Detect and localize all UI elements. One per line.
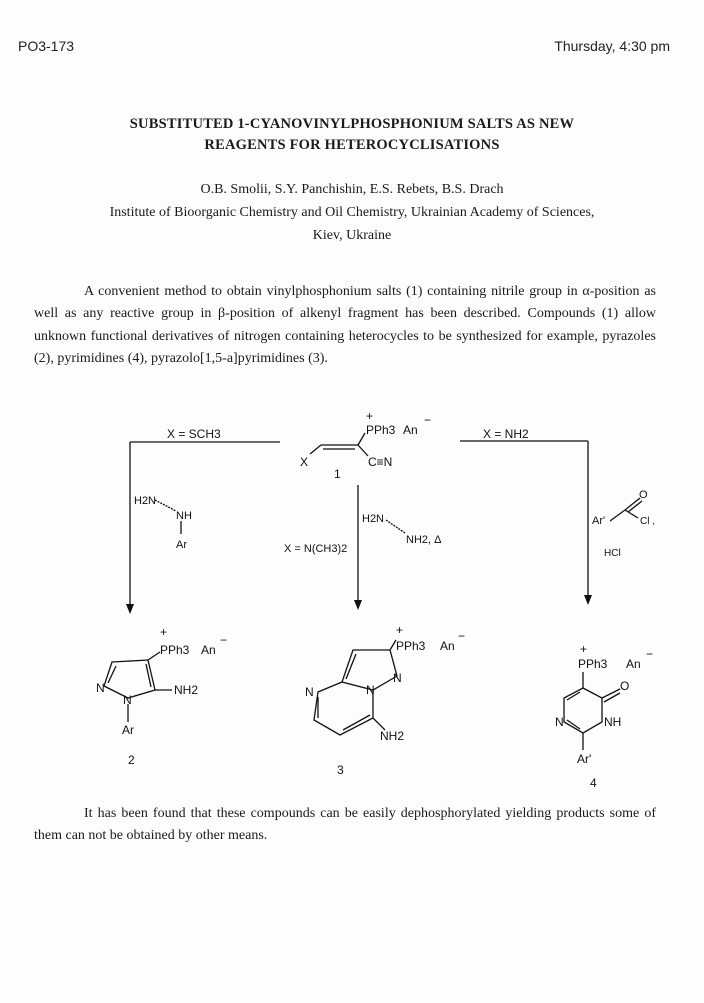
compound-1-label: 1 (334, 467, 341, 481)
right-reagent-cl: Cl , (640, 516, 655, 527)
condition-center: X = N(CH3)2 (284, 543, 348, 555)
session-time: Thursday, 4:30 pm (554, 38, 670, 54)
c2-anion: An (201, 643, 216, 657)
c3-anion: An (440, 639, 455, 653)
c3-pph3: PPh3 (396, 639, 426, 653)
c4-pph3: PPh3 (578, 657, 608, 671)
affiliation-line-2: Kiev, Ukraine (312, 228, 392, 243)
c3-minus: − (458, 629, 466, 643)
right-reagent-hcl: HCl (604, 548, 621, 559)
c4-minus: − (646, 647, 654, 661)
c2-pph3: PPh3 (160, 643, 190, 657)
c1-minus: − (424, 413, 432, 427)
right-reagent-ar: Ar' (592, 515, 606, 527)
reaction-scheme (0, 400, 704, 800)
c4-ar: Ar' (577, 752, 592, 766)
title-line-1: SUBSTITUTED 1-CYANOVINYLPHOSPHONIUM SALTS AS NEW (129, 116, 575, 132)
c4-n: N (555, 715, 564, 729)
center-reagent-h2n: H2N (362, 513, 385, 525)
title-line-2: REAGENTS FOR HETEROCYCLISATIONS (204, 137, 500, 153)
c1-x: X (300, 455, 309, 469)
c1-plus: + (366, 409, 374, 423)
c4-nh: NH (604, 715, 622, 729)
compound-2-label: 2 (128, 753, 135, 767)
left-reagent-nh: NH (176, 510, 192, 522)
c3-plus: + (396, 623, 404, 637)
c3-nh2: NH2 (380, 729, 405, 743)
c2-ar: Ar (122, 723, 134, 737)
affiliation-line-1: Institute of Bioorganic Chemistry and Oil Chemistry, Ukrainian Academy of Sciences, (109, 205, 595, 220)
c1-anion: An (403, 423, 418, 437)
authors: O.B. Smolii, S.Y. Panchishin, E.S. Rebets, B.S. Drach (200, 182, 504, 197)
abstract-text: A convenient method to obtain vinylphosphonium salts (1) containing nitrile group in α-position as well as any reactive group in β-position of alkenyl fragment has been described. Compounds (1) allow unknown functional derivatives of nitrogen containing heterocycles to be synthesized for example, pyrazoles (2), pyrimidines (4), pyrazolo[1,5-a]pyrimidines (3). (34, 284, 656, 366)
c2-n1: N (123, 693, 132, 707)
conclusion-text: It has been found that these compounds can be easily dephosphorylated yielding products some of them can not be obtained by other means. (34, 806, 656, 844)
condition-right: X = NH2 (483, 427, 529, 441)
c2-nh2: NH2 (174, 683, 199, 697)
c2-minus: − (220, 633, 228, 647)
left-reagent-h2n: H2N (134, 495, 157, 507)
c1-cn: C≡N (368, 455, 393, 469)
c3-n-pyrazole: N (393, 671, 402, 685)
compound-4-label: 4 (590, 776, 597, 790)
c2-plus: + (160, 625, 168, 639)
c3-n-ring: N (305, 685, 314, 699)
condition-left: X = SCH3 (167, 427, 221, 441)
c2-n: N (96, 681, 105, 695)
c4-anion: An (626, 657, 641, 671)
c4-plus: + (580, 642, 588, 656)
c4-o: O (620, 679, 630, 693)
right-reagent-o: O (639, 489, 648, 501)
abstract-code: PO3-173 (18, 38, 75, 54)
c3-n-bridge: N (366, 683, 375, 697)
center-reagent-nh2: NH2, Δ (406, 534, 442, 546)
left-reagent-ar: Ar (176, 539, 187, 551)
compound-3-label: 3 (337, 763, 344, 777)
c1-pph3: PPh3 (366, 423, 396, 437)
